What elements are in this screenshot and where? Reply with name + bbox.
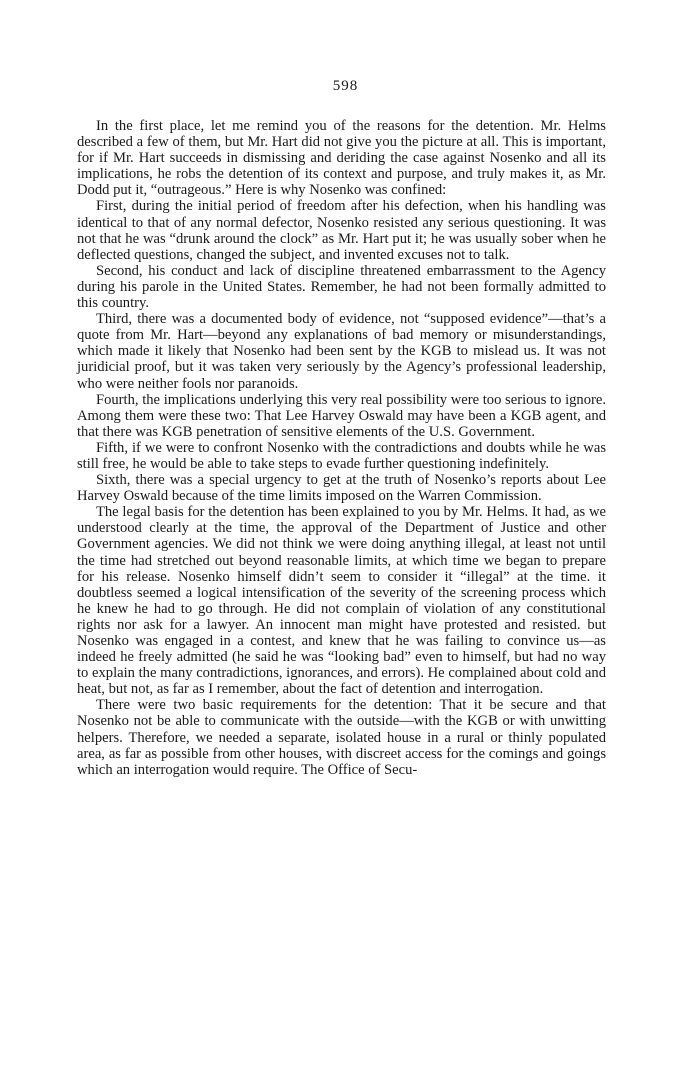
paragraph-first-reason: First, during the initial period of freedom after his defection, when his handling was identical to that of any normal defector, Nosenko resisted any serious questioning. It was not that he was “drunk around the clock” as Mr. Hart put it; he was usually sober when he deflected questions, changed the subject, and invented excuses not to talk. [77, 198, 606, 263]
paragraph-fourth-reason: Fourth, the implications underlying this very real possibility were too serious to ignore. Among them were these two: That Lee Harvey Oswald may have been a KGB agent, and that there was KGB penetration of sensitive elements of the U.S. Government. [77, 391, 606, 440]
body-text [77, 118, 606, 778]
paragraph-reasons-intro: In the first place, let me remind you of the reasons for the detention. Mr. Helms described a few of them, but Mr. Hart did not give you the picture at all. This is important, for if Mr. Hart succeeds in dismissing and deriding the case against Nosenko and all its implications, he robs the detention of its context and purpose, and truly makes it, as Mr. Dodd put it, “outrageous.” Here is why Nosenko was confined: [77, 118, 606, 199]
paragraph-legal-basis: The legal basis for the detention has been explained to you by Mr. Helms. It had, as we understood clearly at the time, the approval of the Department of Justice and other Government agencies. We did not think we were doing anything illegal, at least not until the time had stretched out beyond reasonable limits, at which time we began to prepare for his release. Nosenko himself didn’t seem to consider it “illegal” at the time. it doubtless seemed a logical intensification of the severity of the screening process which he knew he had to go through. He did not complain of violation of any constitutional rights nor ask for a lawyer. An innocent man might have protested and resisted. but Nosenko was engaged in a contest, and knew that he was failing to convince us—as indeed he freely admitted (he said he was “looking bad” even to himself, but had no way to explain the many contradictions, ignorances, and errors). He complained about cold and heat, but not, as far as I remember, about the fact of detention and interrogation. [77, 504, 606, 698]
page-number: 598 [332, 78, 359, 94]
paragraph-detention-requirements: There were two basic requirements for the detention: That it be secure and that Nosenko not be able to communicate with the outside—with the KGB or with unwitting helpers. Therefore, we needed a separate, isolated house in a rural or thinly populated area, as far as possible from other houses, with discreet access for the comings and goings which an interrogation would require. The Office of Secu- [77, 697, 606, 778]
paragraph-third-reason: Third, there was a documented body of evidence, not “supposed evidence”—that’s a quote from Mr. Hart—beyond any explanations of bad memory or misunderstandings, which made it likely that Nosenko had been sent by the KGB to mislead us. It was not juridicial proof, but it was taken very seriously by the Agency’s professional leadership, who were neither fools nor paranoids. [77, 311, 606, 392]
paragraph-second-reason: Second, his conduct and lack of discipline threatened embarrassment to the Agency during his parole in the United States. Remember, he had not been formally admitted to this country. [77, 262, 606, 312]
paragraph-sixth-reason: Sixth, there was a special urgency to get at the truth of Nosenko’s reports about Lee Harvey Oswald because of the time limits imposed on the Warren Commission. [77, 472, 606, 505]
paragraph-fifth-reason: Fifth, if we were to confront Nosenko with the contradictions and doubts while he was still free, he would be able to take steps to evade further questioning indefinitely. [77, 439, 606, 472]
